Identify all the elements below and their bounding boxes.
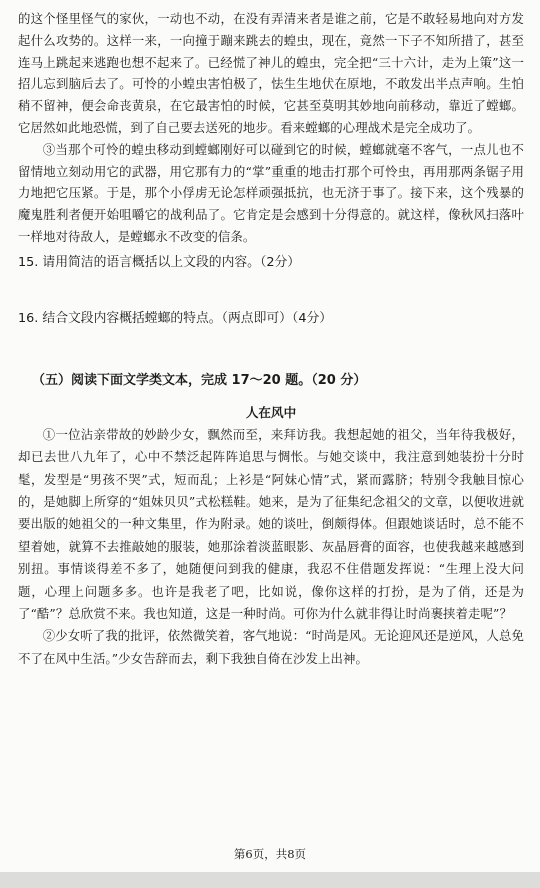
section-5-heading: （五）阅读下面文学类文本，完成 17～20 题。（20 分） [32, 372, 367, 388]
page-content [18, 8, 524, 670]
article-title: 人在风中 [245, 404, 297, 420]
page-footer: 第6页，共8页 [233, 847, 307, 861]
passage-paragraph-continued: 的这个怪里怪气的家伙，一动也不动，在没有弄清来者是谁之前，它是不敢轻易地向对方发起什么攻势的。这样一来，一向撞于蹦来跳去的蝗虫，现在，竟然一下子不知所措了，甚至连马上跳起来逃跑也想不起来了。已经慌了神儿的蝗虫，完全把“三十六计，走为上策”这一招儿忘到脑后去了。可怜的小蝗虫害怕极了，怯生生地伏在原地，不敢发出半点声响。生怕稍不留神，便会命丧黄泉，在它最害怕的时候，它甚至莫明其妙地向前移动，靠近了螳螂。它居然如此地恐慌，到了自己要去送死的地步。看来螳螂的心理战术是完全成功了。 [18, 11, 524, 135]
scan-bottom-edge [0, 872, 540, 888]
article-paragraph-1: ①一位沾亲带故的妙龄少女，飘然而至，来拜访我。我想起她的祖父，当年待我极好，却已去世八九年了，心中不禁泛起阵阵追思与惆怅。与她交谈中，我注意到她装扮十分时髦，发型是“男孩不哭”式，短而乱；上衫是“阿妹心情”式，紧而露脐；特别令我触目惊心的，是她脚上所穿的“姐妹贝贝”式松糕鞋。她来，是为了征集纪念祖父的文章，以便收进就要出版的她祖父的一种文集里，作为附录。她的谈吐，倒颇得体。但跟她谈话时，总不能不望着她，就算不去推敲她的服装，她那涂着淡蓝眼影、灰晶唇膏的面容，也使我越来越感到别扭。事情谈得差不多了，她随便问到我的健康，我忍不住借题发挥说：“生理上没大问题，心理上问题多多。也许是我老了吧，比如说，像你这样的打扮，是为了俏，还是为了“酷”？总欣赏不来。我也知道，这是一种时尚。可你为什么就非得让时尚裹挟着走呢”？ [18, 426, 524, 622]
question-15: 15. 请用简洁的语言概括以上文段的内容。（2分） [18, 254, 301, 270]
article-paragraph-2: ②少女听了我的批评，依然微笑着，客气地说：“时尚是风。无论迎风还是逆风，人总免不了在风中生活。”少女告辞而去，剩下我独自倚在沙发上出神。 [18, 628, 524, 666]
passage-paragraph-3: ③当那个可怜的蝗虫移动到螳螂刚好可以碰到它的时候，螳螂就毫不客气，一点儿也不留情地立刻动用它的武器，用它那有力的“掌”重重的地击打那个可怜虫，再用那两条锯子用力地把它压紧。于是，那个小俘虏无论怎样顽强抵抗，也无济于事了。接下来，这个残暴的魔鬼胜利者便开始咀嚼它的战利品了。它肯定是会感到十分得意的。就这样，像秋风扫落叶一样地对待敌人，是螳螂永不改变的信条。 [18, 141, 524, 244]
question-16: 16. 结合文段内容概括螳螂的特点。（两点即可）（4分） [18, 310, 333, 326]
article-body [18, 424, 524, 670]
